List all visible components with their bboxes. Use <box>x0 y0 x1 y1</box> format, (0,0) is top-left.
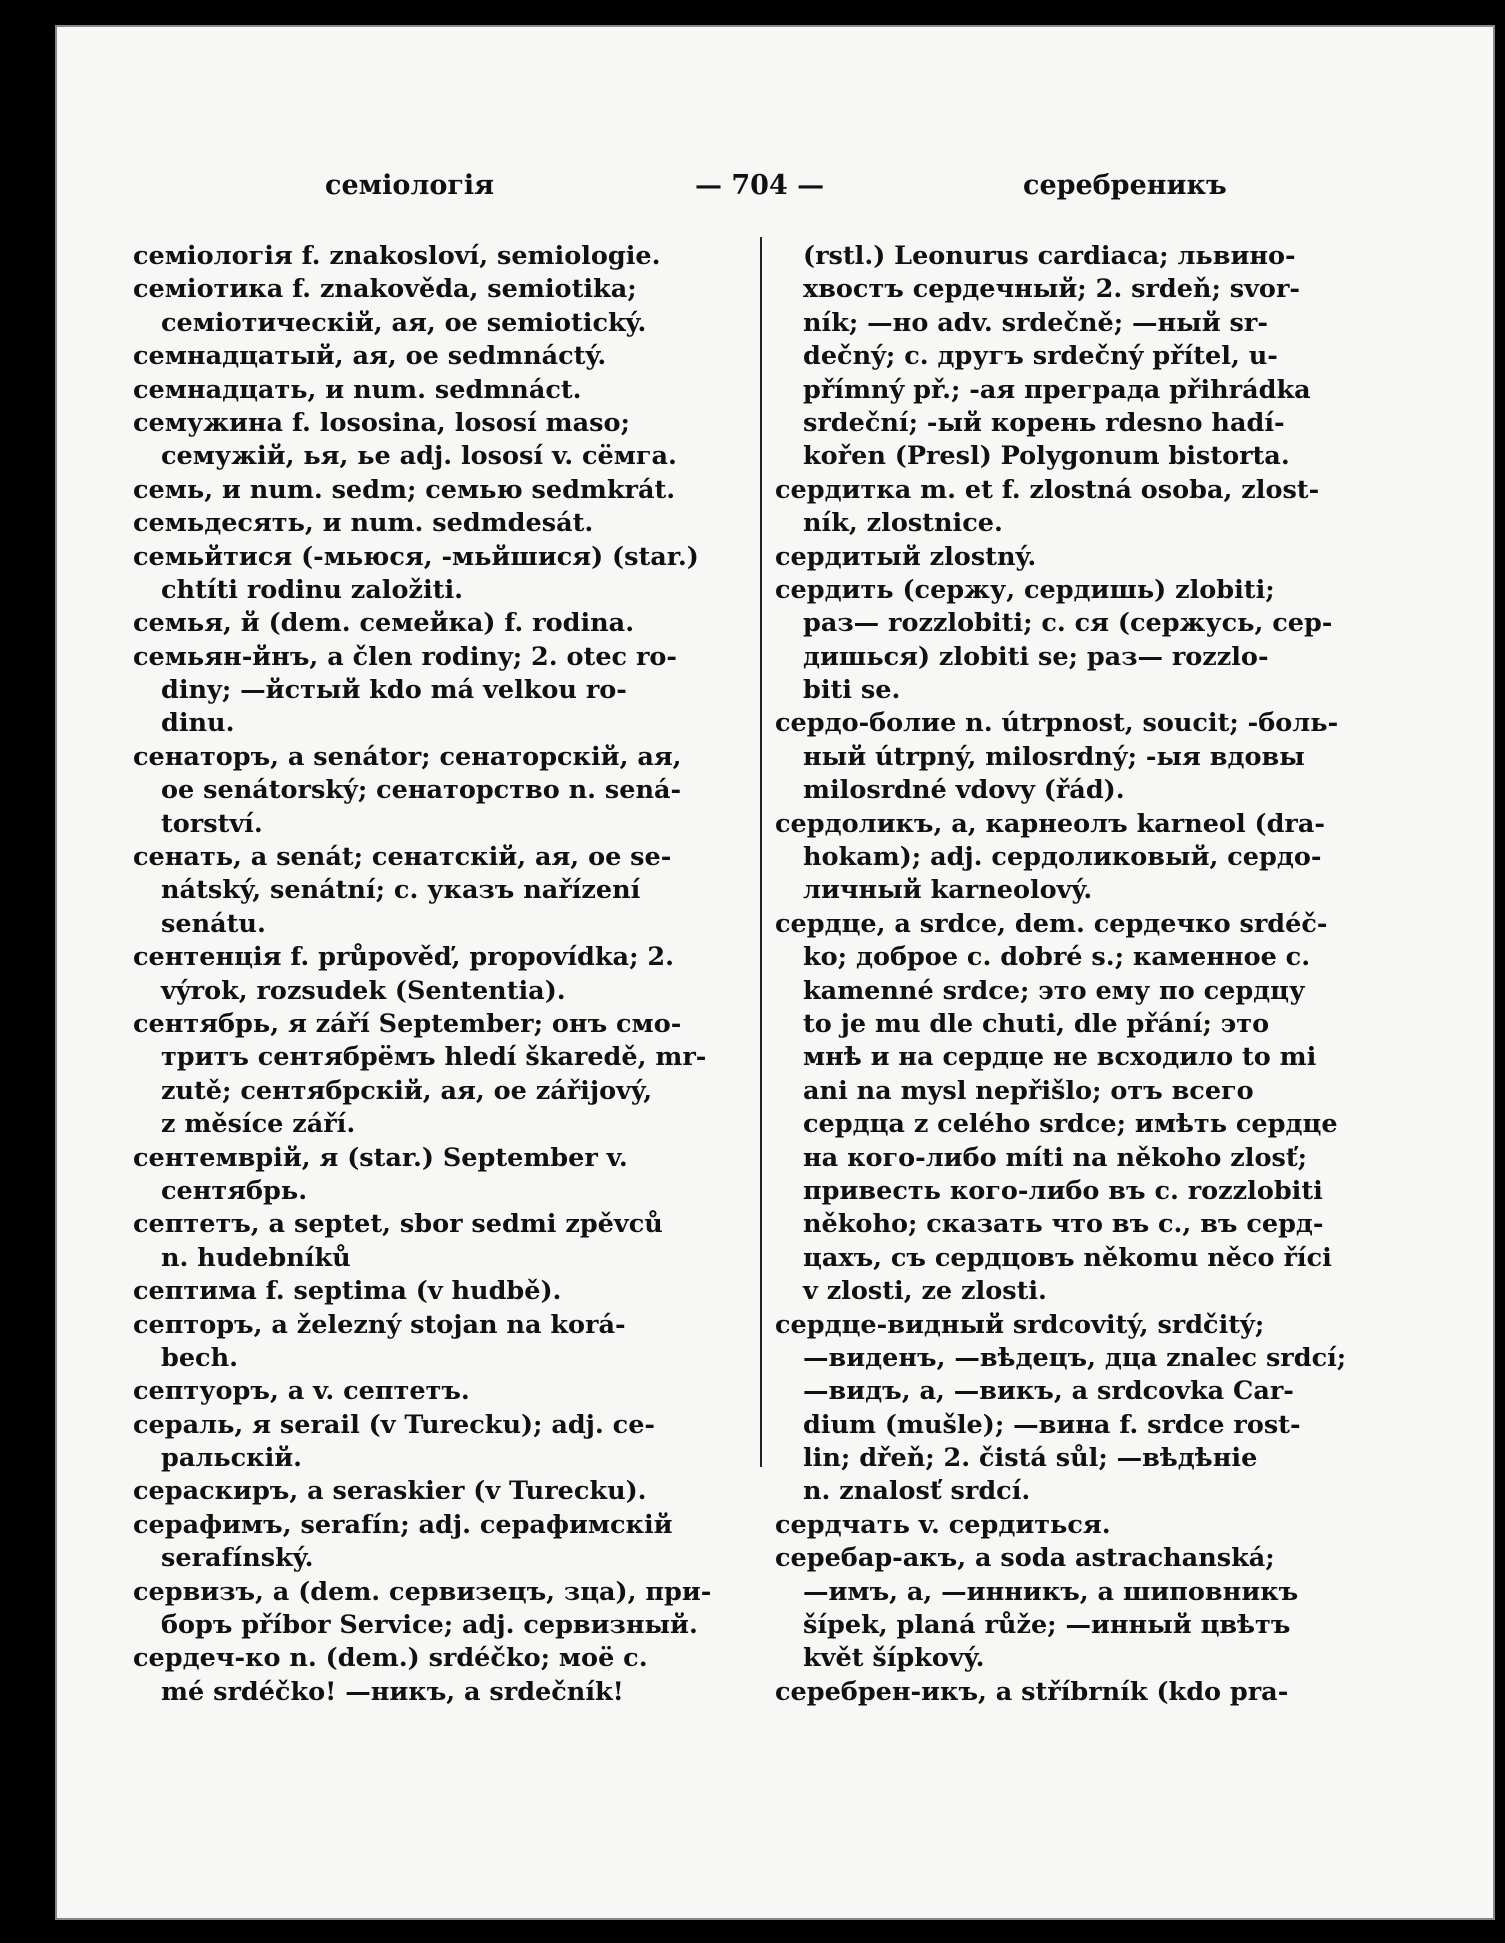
entry-line: (rstl.) Leonurus cardiaca; львино- <box>803 241 1296 271</box>
entry-line: hokam); adj. сердоликовый, сердо- <box>803 842 1322 873</box>
entry-line: výrok, rozsudek (Sententia). <box>161 975 566 1006</box>
entry-line: lin; dřeň; 2. čistá sůl; —вѣдѣніе <box>803 1443 1258 1474</box>
entry-line: семіологія f. znakosloví, semiologie. <box>133 241 661 271</box>
entry-line: přímný př.; -ая преграда přihrádka <box>803 374 1311 405</box>
entry-line: сенать, а senát; сенатскій, ая, ое se- <box>133 842 672 873</box>
entry-line: сердеч-ко n. (dem.) srdéčko; моё с. <box>133 1643 648 1674</box>
entry-line: dinu. <box>161 708 235 739</box>
entry-line: семужій, ья, ье adj. lososí v. сёмга. <box>161 441 677 472</box>
entry-line: сердитый zlostný. <box>775 541 1037 572</box>
entry-line: семнадцатый, ая, ое sedmnáctý. <box>133 341 607 372</box>
entry-line: n. znalosť srdcí. <box>803 1476 1031 1507</box>
left-column <box>133 240 738 1709</box>
entry-line: тритъ сентябрёмъ hledí škaredě, mr- <box>161 1042 707 1073</box>
entry-line: ое senátorský; сенаторство n. sená- <box>161 775 682 806</box>
entry-line: сердоликъ, а, карнеолъ karneol (dra- <box>775 808 1325 839</box>
entry-line: септима f. septima (v hudbě). <box>133 1276 562 1307</box>
entry-line: сервизъ, а (dem. сервизецъ, зца), при- <box>133 1576 712 1607</box>
entry-line: семья, й (dem. семейка) f. rodina. <box>133 608 635 639</box>
entry-line: семіотика f. znakověda, semiotika; <box>133 274 637 305</box>
entry-line: nátský, senátní; с. указъ nařízení <box>161 875 641 906</box>
entry-line: serafínský. <box>161 1543 314 1574</box>
entry-line: kořen (Presl) Polygonum bistorta. <box>803 441 1290 472</box>
page-header <box>55 170 1495 210</box>
entry-line: сентенція f. průpověď, propovídka; 2. <box>133 942 674 973</box>
entry-line: сераскиръ, а seraskier (v Turecku). <box>133 1476 647 1507</box>
entry-line: серебар-акъ, а soda astrachanská; <box>775 1543 1275 1574</box>
entry-line: někoho; сказать что въ с., въ серд- <box>803 1209 1324 1240</box>
dictionary-page <box>55 25 1495 1920</box>
entry-line: n. hudebníků <box>161 1242 351 1273</box>
entry-line: сердить (сержу, сердишь) zlobiti; <box>775 574 1275 605</box>
entry-line: ník; —но adv. srdečně; —ный sr- <box>803 307 1268 338</box>
entry-line: на кого-либо míti na někoho zlosť; <box>803 1142 1308 1173</box>
entry-line: сенаторъ, а senátor; сенаторскій, ая, <box>133 741 682 772</box>
entry-line: септоръ, а železný stojan na korá- <box>133 1309 626 1340</box>
entry-line: —виденъ, —вѣдецъ, дца znalec srdcí; <box>803 1342 1347 1373</box>
entry-line: srdeční; -ый корень rdesno hadí- <box>803 407 1285 438</box>
entry-line: септуоръ, а v. септетъ. <box>133 1376 470 1407</box>
entry-line: bech. <box>161 1342 238 1373</box>
entry-line: сердчать v. сердиться. <box>775 1509 1111 1540</box>
entry-line: семьйтися (-мьюся, -мьйшися) (star.) <box>133 541 699 572</box>
header-left-word: семіологія <box>325 170 495 201</box>
entry-line: květ šípkový. <box>803 1643 985 1674</box>
entry-line: семьдесять, и num. sedmdesát. <box>133 508 594 539</box>
entry-line: šípek, planá růže; —инный цвѣтъ <box>803 1610 1291 1641</box>
entry-line: семужина f. lososina, lososí maso; <box>133 407 630 438</box>
entry-line: привесть кого-либо въ с. rozzlobiti <box>803 1175 1323 1206</box>
entry-line: серебрен-икъ, а stříbrník (kdo pra- <box>775 1676 1289 1707</box>
entry-line: chtíti rodinu založiti. <box>161 574 464 605</box>
entry-line: z měsíce září. <box>161 1109 356 1140</box>
entry-line: biti se. <box>803 675 901 706</box>
right-column <box>775 240 1440 1709</box>
entry-line: ральскій. <box>161 1443 303 1474</box>
entry-line: семьян-йнъ, а člen rodiny; 2. otec ro- <box>133 641 677 672</box>
entry-line: дишься) zlobiti se; раз— rozzlo- <box>803 641 1269 672</box>
entry-line: v zlosti, ze zlosti. <box>803 1276 1047 1307</box>
entry-line: senátu. <box>161 908 266 939</box>
entry-line: ník, zlostnice. <box>803 508 1003 539</box>
entry-line: хвостъ сердечный; 2. srdeň; svor- <box>803 274 1300 305</box>
entry-line: боръ příbor Service; adj. сервизный. <box>161 1610 698 1641</box>
entry-line: mé srdéčko! —никъ, а srdečník! <box>161 1676 624 1707</box>
header-right-word: серебреникъ <box>1023 170 1227 201</box>
entry-line: сентемврій, я (star.) September v. <box>133 1142 628 1173</box>
entry-line: zutě; сентябрскій, ая, ое zářijový, <box>161 1075 653 1106</box>
entry-line: семь, и num. sedm; семью sedmkrát. <box>133 474 676 505</box>
entry-line: сердце-видный srdcovitý, srdčitý; <box>775 1309 1265 1340</box>
entry-line: семіотическій, ая, ое semiotický. <box>161 307 647 338</box>
entry-line: сераль, я serail (v Turecku); adj. се- <box>133 1409 656 1440</box>
entry-line: ный útrpný, milosrdný; -ыя вдовы <box>803 741 1305 772</box>
entry-line: сентябрь, я září September; онъ смо- <box>133 1008 682 1039</box>
entry-line: серафимъ, serafín; adj. серафимскій <box>133 1509 673 1540</box>
entry-line: torství. <box>161 808 263 839</box>
entry-line: сердитка m. et f. zlostná osoba, zlost- <box>775 474 1320 505</box>
column-divider <box>760 237 762 1467</box>
entry-line: раз— rozzlobiti; с. ся (сержусь, сер- <box>803 608 1333 639</box>
entry-line: личный karneolový. <box>803 875 1093 906</box>
entry-line: сентябрь. <box>161 1175 308 1206</box>
entry-line: diny; —йстый kdo má velkou ro- <box>161 675 627 706</box>
entry-line: сердо-болие n. útrpnost, soucit; -боль- <box>775 708 1339 739</box>
entry-line: ani na mysl nepřišlo; отъ всего <box>803 1075 1254 1106</box>
entry-line: ko; доброе с. dobré s.; каменное с. <box>803 942 1311 973</box>
entry-line: сердце, а srdce, dem. сердечко srdéč- <box>775 908 1328 939</box>
entry-line: milosrdné vdovy (řád). <box>803 775 1125 806</box>
entry-line: dečný; с. другъ srdečný přítel, u- <box>803 341 1278 372</box>
entry-line: —видъ, а, —викъ, а srdcovka Car- <box>803 1376 1294 1407</box>
entry-line: to je mu dle chuti, dle přání; это <box>803 1008 1270 1039</box>
entry-line: kamenné srdce; это ему по сердцу <box>803 975 1306 1006</box>
entry-line: септетъ, а septet, sbor sedmi zpěvců <box>133 1209 663 1240</box>
entry-line: dium (mušle); —вина f. srdce rost- <box>803 1409 1301 1440</box>
page-number: — 704 — <box>695 170 825 201</box>
entry-line: мнѣ и на сердце не всходило to mi <box>803 1042 1317 1073</box>
entry-line: сердца z celého srdce; имѣть сердце <box>803 1109 1338 1140</box>
entry-line: семнадцать, и num. sedmnáct. <box>133 374 582 405</box>
entry-line: цахъ, съ сердцовъ někomu něco říci <box>803 1242 1332 1273</box>
entry-line: —имъ, а, —инникъ, а шиповникъ <box>803 1576 1299 1607</box>
